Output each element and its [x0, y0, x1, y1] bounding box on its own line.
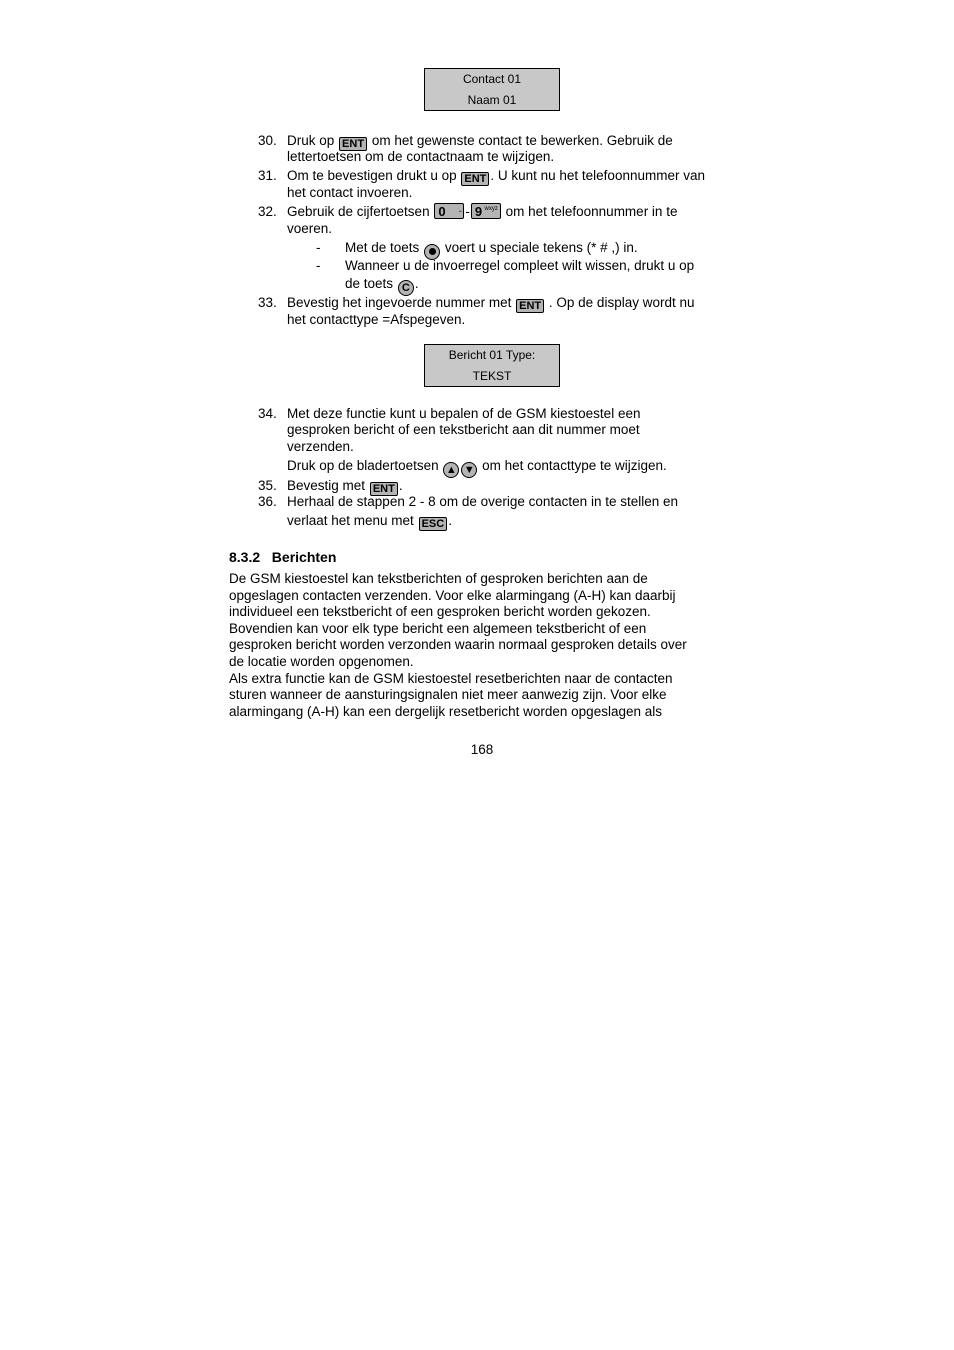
esc-key-icon: ESC	[419, 517, 448, 531]
body-line: opgeslagen contacten verzenden. Voor elke alarmingang (A-H) kan daarbij	[229, 588, 676, 603]
body-line: individueel een tekstbericht of een gesproken bericht worden gekozen.	[229, 604, 651, 619]
bullet-dash: -	[316, 258, 321, 273]
zero-key-icon: 0 ⎵	[434, 203, 464, 219]
sub-item-clear-line-1: Wanneer u de invoerregel compleet wilt wissen, drukt u op	[345, 258, 695, 273]
body-line: De GSM kiestoestel kan tekstberichten of gesproken berichten aan de	[229, 571, 648, 586]
step-number: 30.	[258, 133, 277, 148]
ent-key-icon: ENT	[339, 137, 367, 151]
step-31-line-2: het contact invoeren.	[287, 185, 413, 200]
ent-key-icon: ENT	[370, 482, 398, 496]
step-33-line-2: het contacttype =Afspegeven.	[287, 312, 466, 327]
step-34-line-1: Met deze functie kunt u bepalen of de GSM kiestoestel een	[287, 406, 641, 421]
body-line: gesproken bericht worden verzonden waarin normaal gesproken details over	[229, 637, 687, 652]
lcd-display-message-type	[424, 344, 560, 387]
step-31-line-1: Om te bevestigen drukt u op ENT . U kunt nu het telefoonnummer van	[287, 168, 705, 185]
page-number: 168	[470, 742, 494, 757]
section-heading: 8.3.2 Berichten	[229, 549, 337, 565]
arrow-down-icon: ▼	[461, 462, 477, 478]
lcd-line-2: Naam 01	[467, 93, 517, 107]
bullet-dash: -	[316, 240, 321, 255]
body-line: de locatie worden opgenomen.	[229, 654, 414, 669]
step-36-line-1: Herhaal de stappen 2 - 8 om de overige contacten in te stellen en	[287, 494, 678, 509]
step-36-line-2: verlaat het menu met ESC .	[287, 513, 452, 530]
step-32-line-2: voeren.	[287, 221, 333, 236]
step-30-line-2: lettertoetsen om de contactnaam te wijzigen.	[287, 149, 555, 164]
ent-key-icon: ENT	[516, 299, 544, 313]
step-number: 33.	[258, 295, 277, 310]
body-line: Als extra functie kan de GSM kiestoestel resetberichten naar de contacten	[229, 671, 673, 686]
step-number: 34.	[258, 406, 277, 421]
step-number: 32.	[258, 204, 277, 219]
lcd-display-contact	[424, 68, 560, 111]
lcd-line-1: Bericht 01 Type:	[448, 348, 536, 362]
body-line: sturen wanneer de aansturingsignalen niet meer aanwezig zijn. Voor elke	[229, 687, 667, 702]
lcd-line-1: Contact 01	[462, 72, 522, 86]
body-line: Bovendien kan voor elk type bericht een algemeen tekstbericht of een	[229, 621, 647, 636]
ent-key-icon: ENT	[461, 172, 489, 186]
body-line: alarmingang (A-H) kan een dergelijk resetbericht worden opgeslagen als	[229, 704, 662, 719]
step-34-line-4: Druk op de bladertoetsen ▲ ▼ om het contacttype te wijzigen.	[287, 458, 667, 476]
step-number: 35.	[258, 478, 277, 493]
step-33-line-1: Bevestig het ingevoerde nummer met ENT . Op de display wordt nu	[287, 295, 695, 312]
step-35-line-1: Bevestig met ENT .	[287, 478, 403, 495]
sub-item-special-chars: Met de toets voert u speciale tekens (* # ,) in.	[345, 239, 638, 260]
step-30-line-1: Druk op ENT om het gewenste contact te bewerken. Gebruik de	[287, 133, 673, 150]
nine-key-icon: 9 wxyz	[471, 203, 501, 219]
sub-item-clear-line-2: de toets C .	[345, 276, 419, 294]
lcd-line-2: TEKST	[472, 369, 512, 383]
step-number: 36.	[258, 494, 277, 509]
step-34-line-2: gesproken bericht of een tekstbericht aan dit nummer moet	[287, 422, 640, 437]
arrow-up-icon: ▲	[443, 462, 459, 478]
c-key-icon: C	[398, 280, 414, 296]
step-number: 31.	[258, 168, 277, 183]
step-32-line-1: Gebruik de cijfertoetsen 0 ⎵ - 9 wxyz om het telefoonnummer in te	[287, 204, 678, 219]
step-34-line-3: verzenden.	[287, 439, 354, 454]
